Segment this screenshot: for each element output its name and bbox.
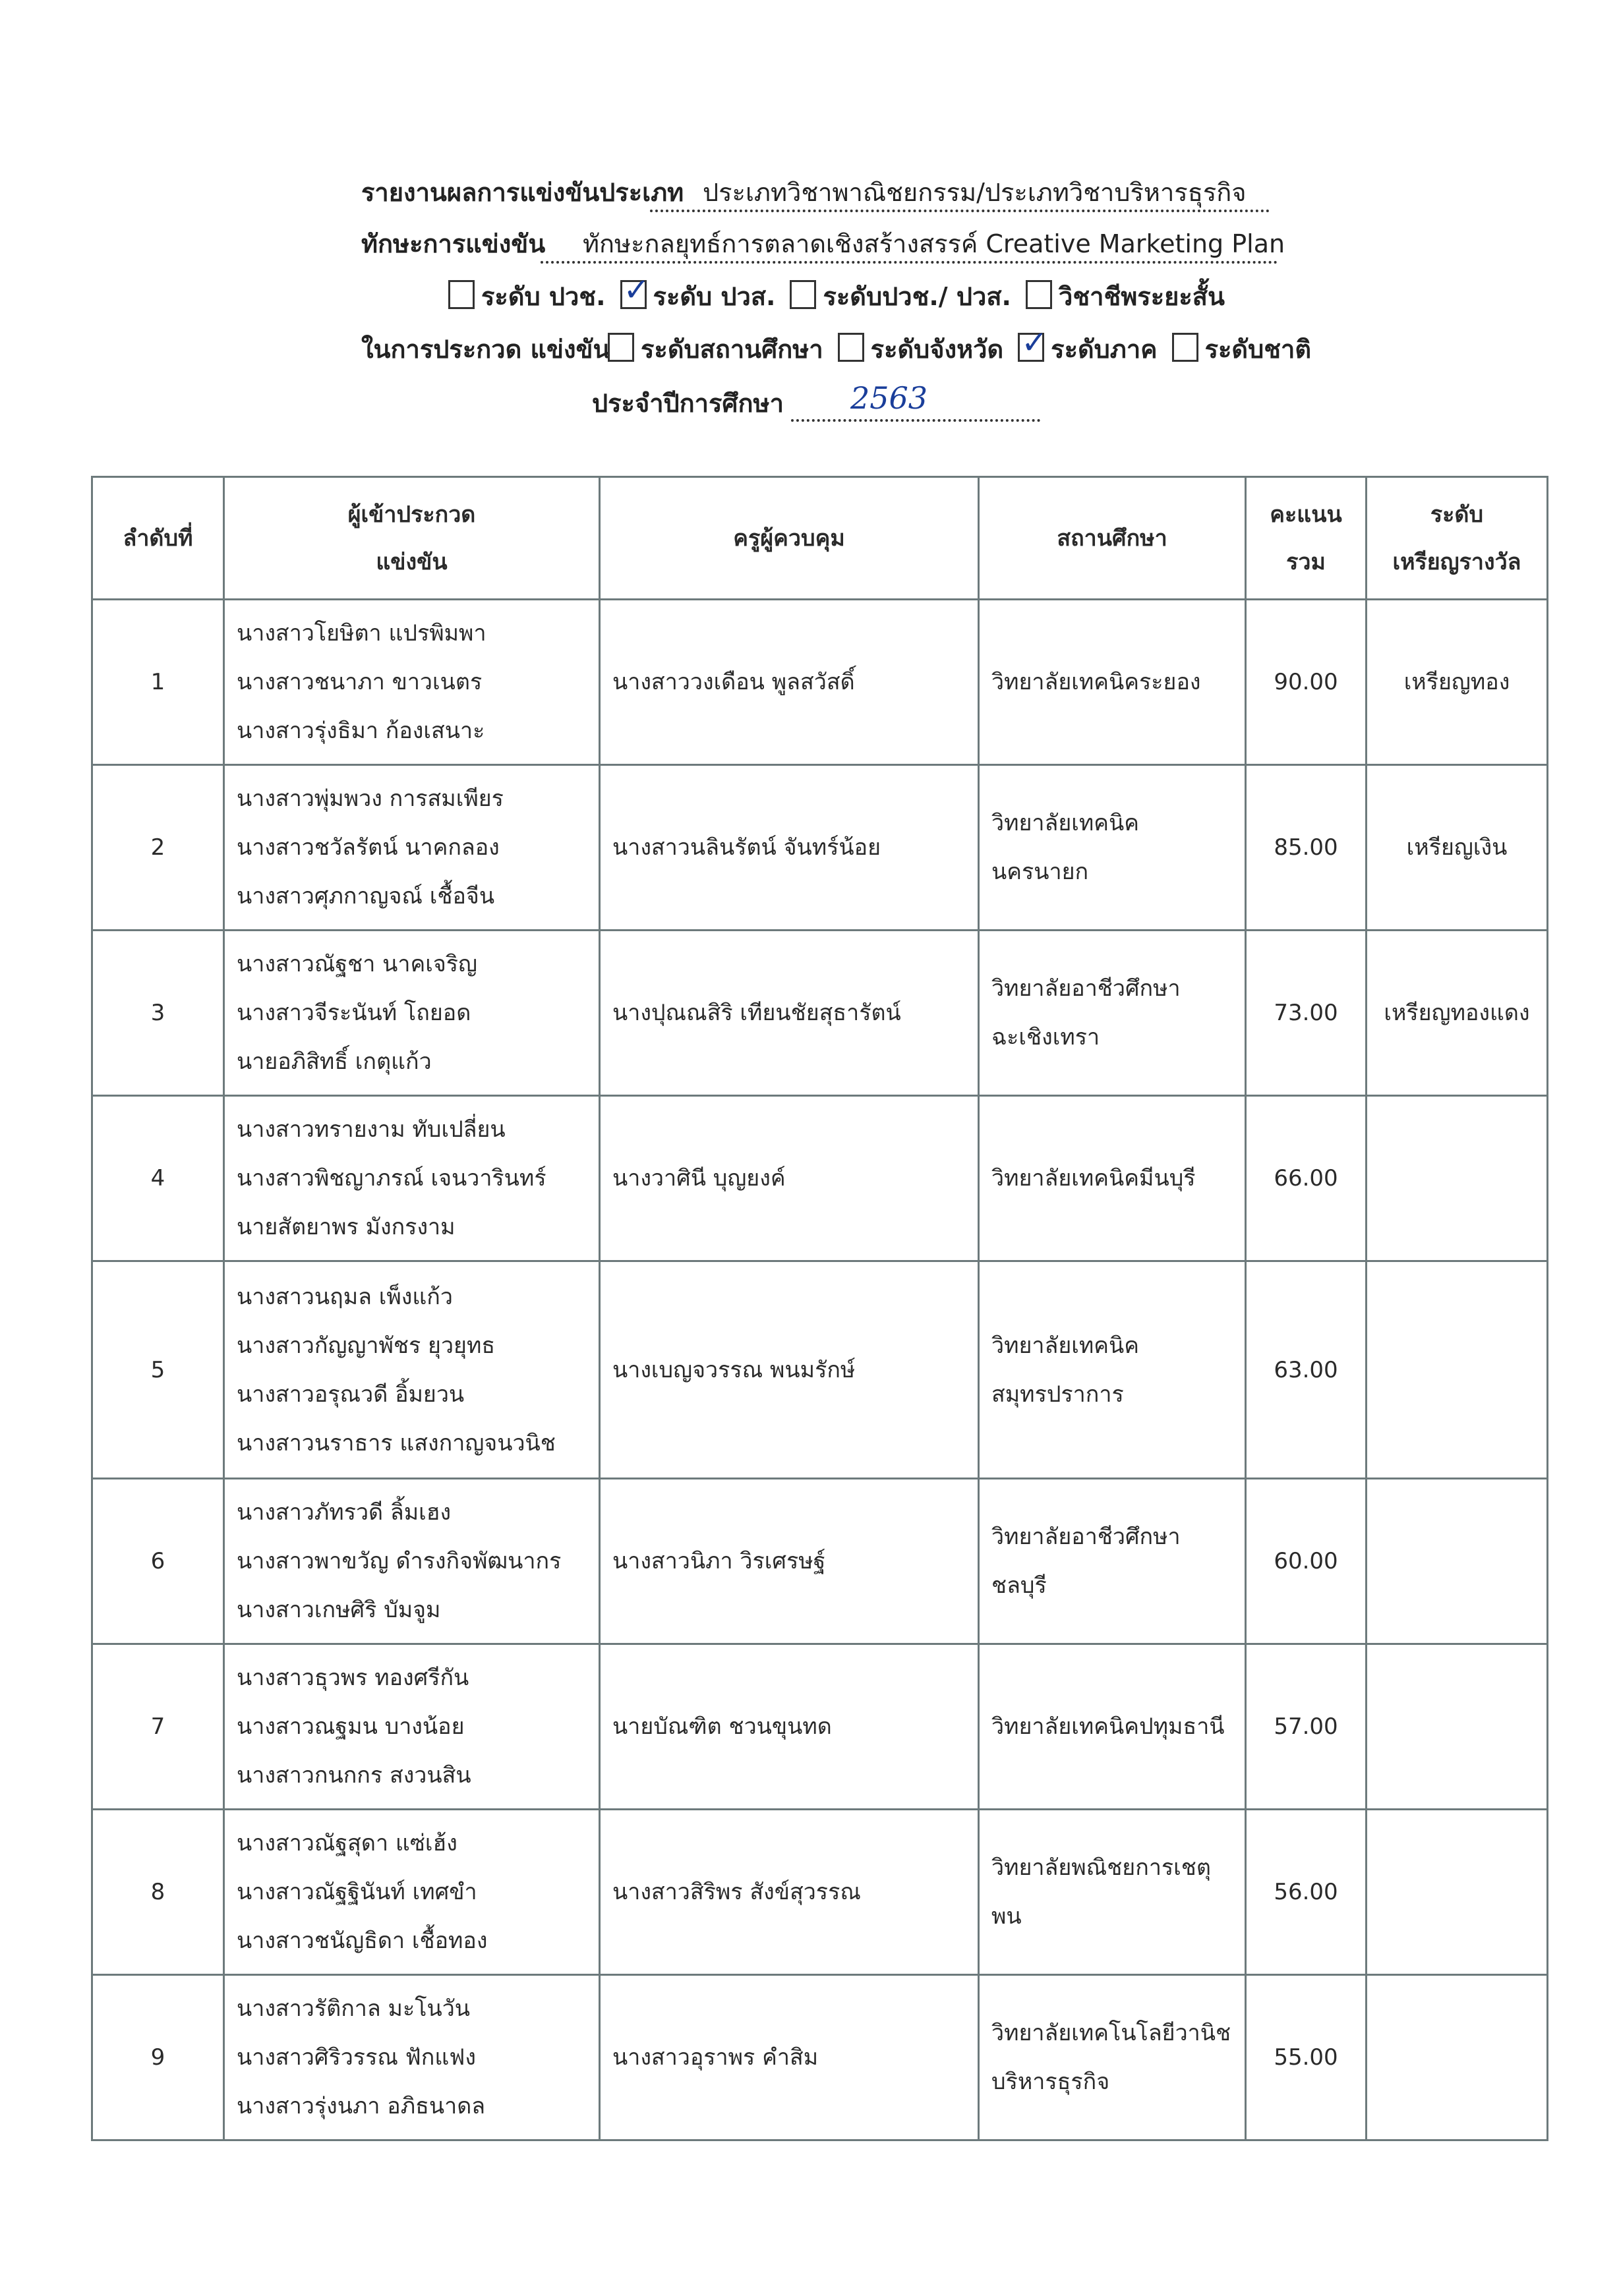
award-cell xyxy=(1367,1479,1548,1644)
header-score xyxy=(1246,477,1367,600)
award-cell: เหรียญทอง xyxy=(1367,600,1548,765)
competitor-name: นางสาวกนกกร สงวนสิน xyxy=(237,1762,471,1789)
school-name-line: ฉะเชิงเทรา xyxy=(991,1024,1100,1050)
school-name-line: วิทยาลัยเทคโนโลยีวานิช xyxy=(991,2020,1231,2046)
school-cell xyxy=(979,1810,1246,1975)
results-table xyxy=(91,476,1548,2141)
header-competitors-line1: ผู้เข้าประกวด xyxy=(347,501,476,528)
school-name-line: วิทยาลัยเทคนิคมีนบุรี xyxy=(991,1165,1196,1191)
checkbox-icon xyxy=(790,280,816,309)
results-body xyxy=(92,600,1548,2140)
academic-year-underline xyxy=(791,419,1040,422)
competitors-cell xyxy=(224,600,600,765)
report-type-value: ประเภทวิชาพาณิชยกรรม/ประเภทวิชาบริหารธุรกิจ xyxy=(703,178,1247,207)
school-name-line: วิทยาลัยเทคนิคนครนายก xyxy=(991,810,1140,885)
rank-cell: 5 xyxy=(92,1261,224,1479)
skill-value: ทักษะกลยุทธ์การตลาดเชิงสร้างสรรค์ Creative Marketing Plan xyxy=(583,229,1285,258)
academic-year-label: ประจำปีการศึกษา xyxy=(592,389,784,418)
rank-cell: 8 xyxy=(92,1810,224,1975)
competitor-name: นางสาวชวัลรัตน์ นาคกลอง xyxy=(237,834,500,861)
competitor-name: นางสาวณัฐฐินันท์ เทศขำ xyxy=(237,1879,477,1905)
award-cell xyxy=(1367,1096,1548,1261)
award-cell xyxy=(1367,1644,1548,1810)
rank-cell: 4 xyxy=(92,1096,224,1261)
level-options xyxy=(448,277,1239,316)
teacher-cell: นายบัณฑิต ชวนขุนทด xyxy=(600,1644,979,1810)
competitors-cell xyxy=(224,765,600,931)
option-label: ระดับชาติ xyxy=(1204,335,1312,364)
table-row xyxy=(92,1975,1548,2140)
school-cell xyxy=(979,1479,1246,1644)
competitor-name: นางสาวทรายงาม ทับเปลี่ยน xyxy=(237,1116,506,1143)
award-cell xyxy=(1367,1810,1548,1975)
school-cell xyxy=(979,1261,1246,1479)
score-cell: 56.00 xyxy=(1246,1810,1367,1975)
school-cell xyxy=(979,1975,1246,2140)
option-label: วิชาชีพระยะสั้น xyxy=(1059,282,1225,311)
competitor-name: นางสาวจีระนันท์ โถยอด xyxy=(237,1000,471,1026)
competitor-name: นางสาวณัฐชา นาคเจริญ xyxy=(237,951,478,977)
school-cell xyxy=(979,1096,1246,1261)
header-school: สถานศึกษา xyxy=(979,477,1246,600)
contest-options xyxy=(608,330,1326,369)
teacher-cell: นางเบญจวรรณ พนมรักษ์ xyxy=(600,1261,979,1479)
competitor-name: นางสาวกัญญาพัชร ยุวยุทธ xyxy=(237,1332,496,1359)
option-label: ระดับสถานศึกษา xyxy=(641,335,823,364)
header-award-line2: เหรียญรางวัล xyxy=(1392,548,1521,575)
rank-cell: 2 xyxy=(92,765,224,931)
checkbox-icon xyxy=(1172,333,1198,362)
award-cell: เหรียญทองแดง xyxy=(1367,931,1548,1096)
teacher-cell: นางวาศินี บุญยงค์ xyxy=(600,1096,979,1261)
award-cell xyxy=(1367,1975,1548,2140)
competitor-name: นางสาวพิชญาภรณ์ เจนวารินทร์ xyxy=(237,1165,546,1191)
competitor-name: นางสาวชนาภา ขาวเนตร xyxy=(237,669,483,695)
table-row xyxy=(92,1096,1548,1261)
academic-year-handwritten: 2563 xyxy=(850,380,928,416)
header-rank: ลำดับที่ xyxy=(92,477,224,600)
rank-cell: 7 xyxy=(92,1644,224,1810)
option-3 xyxy=(1172,335,1311,364)
competitor-name: นางสาวโยษิตา แปรพิมพา xyxy=(237,620,486,646)
competitor-name: นางสาวนราธาร แสงกาญจนวนิช xyxy=(237,1429,556,1456)
competitor-name: นางสาวนฤมล เพ็งแก้ว xyxy=(237,1283,453,1310)
table-row xyxy=(92,1644,1548,1810)
rank-cell: 3 xyxy=(92,931,224,1096)
checkbox-icon xyxy=(838,333,864,362)
option-3 xyxy=(1026,282,1225,311)
rank-cell: 6 xyxy=(92,1479,224,1644)
competitor-name: นางสาวธุวพร ทองศรีกัน xyxy=(237,1665,469,1691)
teacher-cell: นางสาวนลินรัตน์ จันทร์น้อย xyxy=(600,765,979,931)
school-name-line: บริหารธุรกิจ xyxy=(991,2069,1110,2095)
score-cell: 73.00 xyxy=(1246,931,1367,1096)
school-name-line: วิทยาลัยเทคนิคปทุมธานี xyxy=(991,1713,1225,1740)
report-type-label: รายงานผลการแข่งขันประเภท xyxy=(361,178,684,207)
teacher-cell: นางสาวอุราพร คำสิม xyxy=(600,1975,979,2140)
option-label: ระดับ ปวช. xyxy=(481,282,606,311)
competitor-name: นางสาวอรุณวดี อิ้มยวน xyxy=(237,1381,465,1408)
competitor-name: นางสาวพุ่มพวง การสมเพียร xyxy=(237,786,504,812)
header-competitors xyxy=(224,477,600,600)
competitors-cell xyxy=(224,1261,600,1479)
checkbox-icon xyxy=(1026,280,1052,309)
checkbox-icon xyxy=(608,333,634,362)
competitor-name: นายอภิสิทธิ์ เกตุแก้ว xyxy=(237,1048,432,1075)
competitor-name: นางสาวรุ่งนภา อภิธนาดล xyxy=(237,2093,486,2119)
option-1 xyxy=(838,335,1004,364)
competitor-name: นางสาวณฐมน บางน้อย xyxy=(237,1713,465,1740)
score-cell: 66.00 xyxy=(1246,1096,1367,1261)
competitor-name: นางสาวรุ่งธิมา ก้องเสนาะ xyxy=(237,718,485,744)
option-0 xyxy=(448,282,606,311)
header-score-line1: คะแนน xyxy=(1270,501,1342,528)
award-cell: เหรียญเงิน xyxy=(1367,765,1548,931)
contest-label: ในการประกวด แข่งขัน xyxy=(361,335,610,364)
award-cell xyxy=(1367,1261,1548,1479)
option-1 xyxy=(620,282,776,311)
header-competitors-line2: แข่งขัน xyxy=(376,548,448,575)
competitor-name: นางสาวศิริวรรณ ฟักแฟง xyxy=(237,2044,476,2071)
teacher-cell: นางสาววงเดือน พูลสวัสดิ์ xyxy=(600,600,979,765)
competitors-cell xyxy=(224,1975,600,2140)
table-row xyxy=(92,1810,1548,1975)
competitor-name: นายสัตยาพร มังกรงาม xyxy=(237,1214,456,1240)
option-label: ระดับภาค xyxy=(1051,335,1158,364)
competitor-name: นางสาวพาขวัญ ดำรงกิจพัฒนากร xyxy=(237,1548,562,1574)
score-cell: 63.00 xyxy=(1246,1261,1367,1479)
table-row xyxy=(92,600,1548,765)
competitors-cell xyxy=(224,1096,600,1261)
school-name-line: วิทยาลัยเทคนิค xyxy=(991,1332,1140,1359)
competitor-name: นางสาวรัติกาล มะโนวัน xyxy=(237,1995,471,2022)
option-label: ระดับปวช./ ปวส. xyxy=(823,282,1011,311)
header-award xyxy=(1367,477,1548,600)
competitor-name: นางสาวณัฐสุดา แซ่เฮ้ง xyxy=(237,1830,457,1856)
header-teacher: ครูผู้ควบคุม xyxy=(600,477,979,600)
option-label: ระดับจังหวัด xyxy=(870,335,1004,364)
skill-label: ทักษะการแข่งขัน xyxy=(361,229,546,258)
header-award-line1: ระดับ xyxy=(1430,501,1484,528)
school-cell xyxy=(979,600,1246,765)
option-2 xyxy=(1018,335,1157,364)
score-cell: 85.00 xyxy=(1246,765,1367,931)
rank-cell: 1 xyxy=(92,600,224,765)
report-type-underline xyxy=(650,210,1270,212)
score-cell: 60.00 xyxy=(1246,1479,1367,1644)
checked-checkbox-icon xyxy=(620,280,647,309)
rank-cell: 9 xyxy=(92,1975,224,2140)
competitor-name: นางสาวชนัญธิดา เชื้อทอง xyxy=(237,1928,488,1954)
score-cell: 55.00 xyxy=(1246,1975,1367,2140)
score-cell: 57.00 xyxy=(1246,1644,1367,1810)
school-name-line: วิทยาลัยอาชีวศึกษาชลบุรี xyxy=(991,1524,1181,1599)
school-cell xyxy=(979,765,1246,931)
checkbox-icon xyxy=(448,280,475,309)
school-name-line: สมุทรปราการ xyxy=(991,1381,1124,1408)
competitors-cell xyxy=(224,931,600,1096)
school-cell xyxy=(979,1644,1246,1810)
competitor-name: นางสาวเกษศิริ บัมจูม xyxy=(237,1597,441,1623)
table-row xyxy=(92,1479,1548,1644)
table-row xyxy=(92,931,1548,1096)
table-row xyxy=(92,765,1548,931)
competitors-cell xyxy=(224,1810,600,1975)
school-name-line: วิทยาลัยเทคนิคระยอง xyxy=(991,669,1201,695)
skill-underline xyxy=(541,261,1278,264)
teacher-cell: นางสาวนิภา วิรเศรษฐ์ xyxy=(600,1479,979,1644)
table-row xyxy=(92,1261,1548,1479)
option-2 xyxy=(790,282,1011,311)
school-name-line: วิทยาลัยอาชีวศึกษา xyxy=(991,975,1181,1002)
teacher-cell: นางสาวสิริพร สังข์สุวรรณ xyxy=(600,1810,979,1975)
table-header-row xyxy=(92,477,1548,600)
checked-checkbox-icon xyxy=(1018,333,1044,362)
competitor-name: นางสาวภัทรวดี ลิ้มเฮง xyxy=(237,1499,452,1526)
competitors-cell xyxy=(224,1644,600,1810)
competitors-cell xyxy=(224,1479,600,1644)
score-cell: 90.00 xyxy=(1246,600,1367,765)
teacher-cell: นางปุณณสิริ เทียนชัยสุธารัตน์ xyxy=(600,931,979,1096)
school-cell xyxy=(979,931,1246,1096)
option-label: ระดับ ปวส. xyxy=(653,282,776,311)
header-score-line2: รวม xyxy=(1286,548,1326,575)
competitor-name: นางสาวศุภกาญจณ์ เชื้อจีน xyxy=(237,883,495,909)
school-name-line: วิทยาลัยพณิชยการเชตุพน xyxy=(991,1854,1211,1930)
option-0 xyxy=(608,335,823,364)
